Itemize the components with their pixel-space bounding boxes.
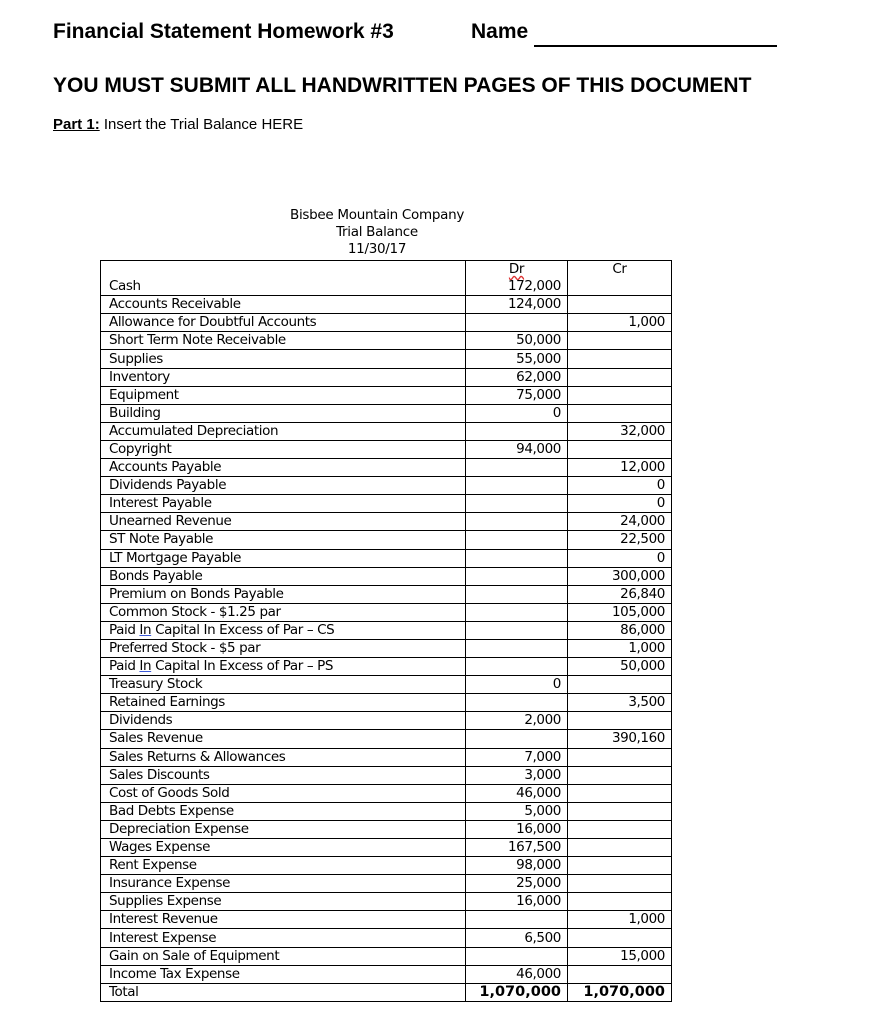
table-row (101, 603, 672, 621)
table-row (101, 314, 672, 332)
name-label: Name (471, 20, 529, 43)
dr-amount: 16,000 (466, 893, 568, 911)
cr-amount (568, 875, 672, 893)
table-row (101, 278, 672, 296)
dr-amount: 5,000 (466, 802, 568, 820)
dr-amount (466, 621, 568, 639)
table-row (101, 422, 672, 440)
account-name: Dividends (101, 712, 466, 730)
cr-amount: 15,000 (568, 947, 672, 965)
table-row (101, 911, 672, 929)
account-name: Treasury Stock (101, 676, 466, 694)
account-name: Short Term Note Receivable (101, 332, 466, 350)
account-name: Rent Expense (101, 857, 466, 875)
account-name: Income Tax Expense (101, 965, 466, 983)
dr-amount: 124,000 (466, 296, 568, 314)
cr-amount: 3,500 (568, 694, 672, 712)
dr-amount: 167,500 (466, 839, 568, 857)
dr-amount (466, 495, 568, 513)
cr-amount: 12,000 (568, 459, 672, 477)
dr-amount (466, 730, 568, 748)
cr-amount (568, 676, 672, 694)
dr-amount (466, 531, 568, 549)
dr-amount: 16,000 (466, 820, 568, 838)
account-name: Interest Payable (101, 495, 466, 513)
table-row (101, 857, 672, 875)
table-row (101, 332, 672, 350)
table-row (101, 658, 672, 676)
table-row (101, 893, 672, 911)
dr-amount: 46,000 (466, 965, 568, 983)
cr-amount: 1,000 (568, 314, 672, 332)
table-row (101, 386, 672, 404)
cr-amount: 32,000 (568, 422, 672, 440)
total-cr: 1,070,000 (568, 983, 672, 1001)
account-name: Preferred Stock - $5 par (101, 639, 466, 657)
table-row (101, 495, 672, 513)
cr-amount (568, 784, 672, 802)
account-name: Cost of Goods Sold (101, 784, 466, 802)
account-name: Accounts Receivable (101, 296, 466, 314)
table-row (101, 440, 672, 458)
dr-header: Dr (508, 261, 525, 278)
cr-amount (568, 368, 672, 386)
cr-amount: 0 (568, 549, 672, 567)
dr-amount: 0 (466, 676, 568, 694)
account-name: Sales Returns & Allowances (101, 748, 466, 766)
cr-amount (568, 839, 672, 857)
submission-banner: YOU MUST SUBMIT ALL HANDWRITTEN PAGES OF THIS DOCUMENT (53, 74, 752, 97)
cr-amount: 300,000 (568, 567, 672, 585)
account-name (101, 621, 466, 639)
cr-amount (568, 857, 672, 875)
account-name: Allowance for Doubtful Accounts (101, 314, 466, 332)
table-row (101, 712, 672, 730)
account-name: Building (101, 404, 466, 422)
table-row (101, 784, 672, 802)
dr-amount: 46,000 (466, 784, 568, 802)
account-header-cell (101, 261, 466, 279)
dr-amount (466, 549, 568, 567)
table-row (101, 730, 672, 748)
account-name: Bad Debts Expense (101, 802, 466, 820)
table-row (101, 585, 672, 603)
account-name: Sales Discounts (101, 766, 466, 784)
dr-amount (466, 422, 568, 440)
part-1-text: Insert the Trial Balance HERE (103, 116, 304, 133)
cr-amount: 1,000 (568, 911, 672, 929)
dr-header-cell (466, 261, 568, 279)
table-row (101, 766, 672, 784)
cr-amount (568, 748, 672, 766)
account-name-part: In (139, 621, 152, 638)
dr-amount (466, 513, 568, 531)
table-row (101, 350, 672, 368)
company-name: Bisbee Mountain Company (289, 207, 465, 223)
dr-amount (466, 694, 568, 712)
dr-amount: 55,000 (466, 350, 568, 368)
dr-amount: 0 (466, 404, 568, 422)
dr-amount (466, 477, 568, 495)
account-name-part: Paid (109, 658, 140, 675)
account-name: Unearned Revenue (101, 513, 466, 531)
account-name: Retained Earnings (101, 694, 466, 712)
cr-amount: 0 (568, 477, 672, 495)
table-row (101, 531, 672, 549)
cr-amount: 105,000 (568, 603, 672, 621)
cr-amount (568, 350, 672, 368)
dr-amount: 25,000 (466, 875, 568, 893)
dr-amount (466, 947, 568, 965)
account-name-part: Capital In Excess of Par – PS (151, 658, 333, 675)
account-name: Accounts Payable (101, 459, 466, 477)
table-row (101, 947, 672, 965)
cr-amount (568, 386, 672, 404)
dr-amount (466, 567, 568, 585)
cr-amount: 22,500 (568, 531, 672, 549)
cr-amount (568, 766, 672, 784)
account-name: Bonds Payable (101, 567, 466, 585)
cr-amount (568, 712, 672, 730)
table-row (101, 404, 672, 422)
cr-amount (568, 802, 672, 820)
dr-amount (466, 639, 568, 657)
account-name: Copyright (101, 440, 466, 458)
cr-amount: 26,840 (568, 585, 672, 603)
account-name-part: Capital In Excess of Par – CS (151, 621, 335, 638)
cr-amount: 50,000 (568, 658, 672, 676)
statement-name: Trial Balance (336, 224, 418, 240)
account-name: Equipment (101, 386, 466, 404)
cr-amount (568, 965, 672, 983)
part-1-instruction (53, 116, 303, 133)
account-name: Insurance Expense (101, 875, 466, 893)
table-row (101, 965, 672, 983)
dr-amount: 7,000 (466, 748, 568, 766)
account-name-part: In (139, 658, 152, 675)
account-name: ST Note Payable (101, 531, 466, 549)
dr-amount (466, 911, 568, 929)
table-row (101, 676, 672, 694)
dr-amount: 3,000 (466, 766, 568, 784)
cr-amount: 1,000 (568, 639, 672, 657)
dr-amount (466, 658, 568, 676)
dr-amount: 94,000 (466, 440, 568, 458)
dr-amount: 50,000 (466, 332, 568, 350)
cr-header-cell: Cr (568, 261, 672, 279)
account-name: Cash (101, 278, 466, 296)
cr-amount (568, 820, 672, 838)
account-name: Accumulated Depreciation (101, 422, 466, 440)
account-name: Gain on Sale of Equipment (101, 947, 466, 965)
dr-amount: 62,000 (466, 368, 568, 386)
account-name (101, 658, 466, 676)
cr-amount (568, 440, 672, 458)
account-name: Common Stock - $1.25 par (101, 603, 466, 621)
account-name: Sales Revenue (101, 730, 466, 748)
table-row (101, 875, 672, 893)
total-dr: 1,070,000 (466, 983, 568, 1001)
statement-heading (277, 207, 477, 258)
dr-amount (466, 459, 568, 477)
table-row (101, 477, 672, 495)
account-name: Supplies Expense (101, 893, 466, 911)
cr-amount: 86,000 (568, 621, 672, 639)
table-row (101, 621, 672, 639)
table-row (101, 513, 672, 531)
table-row (101, 694, 672, 712)
dr-amount: 6,500 (466, 929, 568, 947)
cr-amount: 390,160 (568, 730, 672, 748)
cr-amount: 0 (568, 495, 672, 513)
table-header-row (101, 261, 672, 279)
dr-amount: 98,000 (466, 857, 568, 875)
part-1-label: Part 1: (53, 116, 100, 133)
account-name: Depreciation Expense (101, 820, 466, 838)
table-row (101, 820, 672, 838)
table-row (101, 802, 672, 820)
account-name-part: Paid (109, 621, 140, 638)
dr-amount (466, 603, 568, 621)
table-row (101, 639, 672, 657)
dr-amount: 172,000 (466, 278, 568, 296)
dr-amount (466, 314, 568, 332)
cr-amount (568, 332, 672, 350)
account-name: Dividends Payable (101, 477, 466, 495)
cr-amount (568, 278, 672, 296)
account-name: Interest Revenue (101, 911, 466, 929)
trial-balance-table (100, 260, 672, 1002)
statement-date: 11/30/17 (347, 241, 407, 257)
cr-amount (568, 404, 672, 422)
account-name: Premium on Bonds Payable (101, 585, 466, 603)
cr-amount (568, 929, 672, 947)
table-row (101, 567, 672, 585)
cr-amount (568, 893, 672, 911)
account-name: Wages Expense (101, 839, 466, 857)
table-row (101, 748, 672, 766)
dr-amount: 2,000 (466, 712, 568, 730)
table-row (101, 296, 672, 314)
cr-amount (568, 296, 672, 314)
dr-amount (466, 585, 568, 603)
dr-amount: 75,000 (466, 386, 568, 404)
table-row (101, 549, 672, 567)
account-name: LT Mortgage Payable (101, 549, 466, 567)
table-row (101, 839, 672, 857)
account-name: Interest Expense (101, 929, 466, 947)
name-blank-line[interactable] (534, 45, 777, 47)
total-row (101, 983, 672, 1001)
table-row (101, 459, 672, 477)
total-label: Total (101, 983, 466, 1001)
cr-amount: 24,000 (568, 513, 672, 531)
table-row (101, 929, 672, 947)
account-name: Supplies (101, 350, 466, 368)
document-title: Financial Statement Homework #3 (53, 20, 394, 43)
table-row (101, 368, 672, 386)
account-name: Inventory (101, 368, 466, 386)
